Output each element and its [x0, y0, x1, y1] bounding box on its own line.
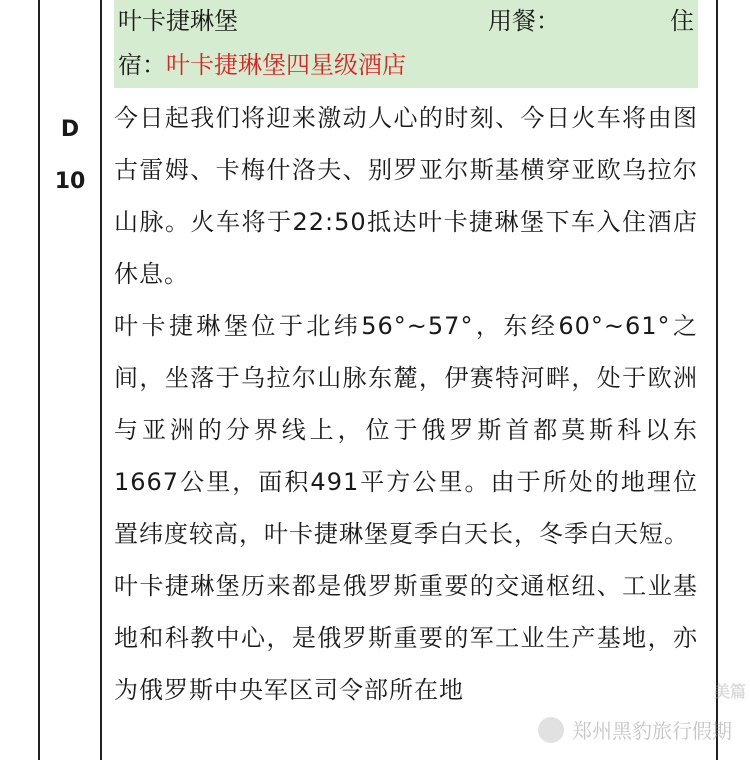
stay-label-end: 宿：	[118, 51, 166, 79]
header-row	[118, 4, 694, 38]
watermark	[538, 715, 732, 744]
watermark-logo: 美篇	[713, 682, 746, 701]
meal-label: 用餐：	[488, 7, 560, 35]
day-header	[114, 0, 698, 88]
day-label	[40, 104, 100, 208]
hotel-name: 叶卡捷琳堡四星级酒店	[166, 51, 406, 79]
day-number: 10	[54, 169, 86, 194]
stay-label-start: 住	[670, 7, 694, 35]
accommodation-row	[118, 48, 694, 82]
watermark-icon	[538, 717, 564, 743]
day-content	[114, 0, 698, 716]
table-border-right	[716, 0, 718, 760]
table-border-middle	[100, 0, 102, 760]
paragraph-train: 今日起我们将迎来激动人心的时刻、今日火车将由图古雷姆、卡梅什洛夫、别罗亚尔斯基横穿亚欧乌拉尔山脉。火车将于22:50抵达叶卡捷琳堡下车入住酒店休息。	[114, 104, 698, 288]
watermark-text: 郑州黑豹旅行假期	[572, 719, 732, 743]
city-name: 叶卡捷琳堡	[118, 7, 238, 35]
paragraph-history: 叶卡捷琳堡历来都是俄罗斯重要的交通枢纽、工业基地和科教中心，是俄罗斯重要的军工业生产基地，亦为俄罗斯中央军区司令部所在地	[114, 572, 698, 704]
paragraph-geography: 叶卡捷琳堡位于北纬56°~57°，东经60°~61°之间，坐落于乌拉尔山脉东麓，伊赛特河畔，处于欧洲与亚洲的分界线上，位于俄罗斯首都莫斯科以东1667公里，面积491平方公里。由于所处的地理位置纬度较高，叶卡捷琳堡夏季白天长，冬季白天短。	[114, 312, 698, 548]
day-letter: D	[60, 117, 80, 142]
